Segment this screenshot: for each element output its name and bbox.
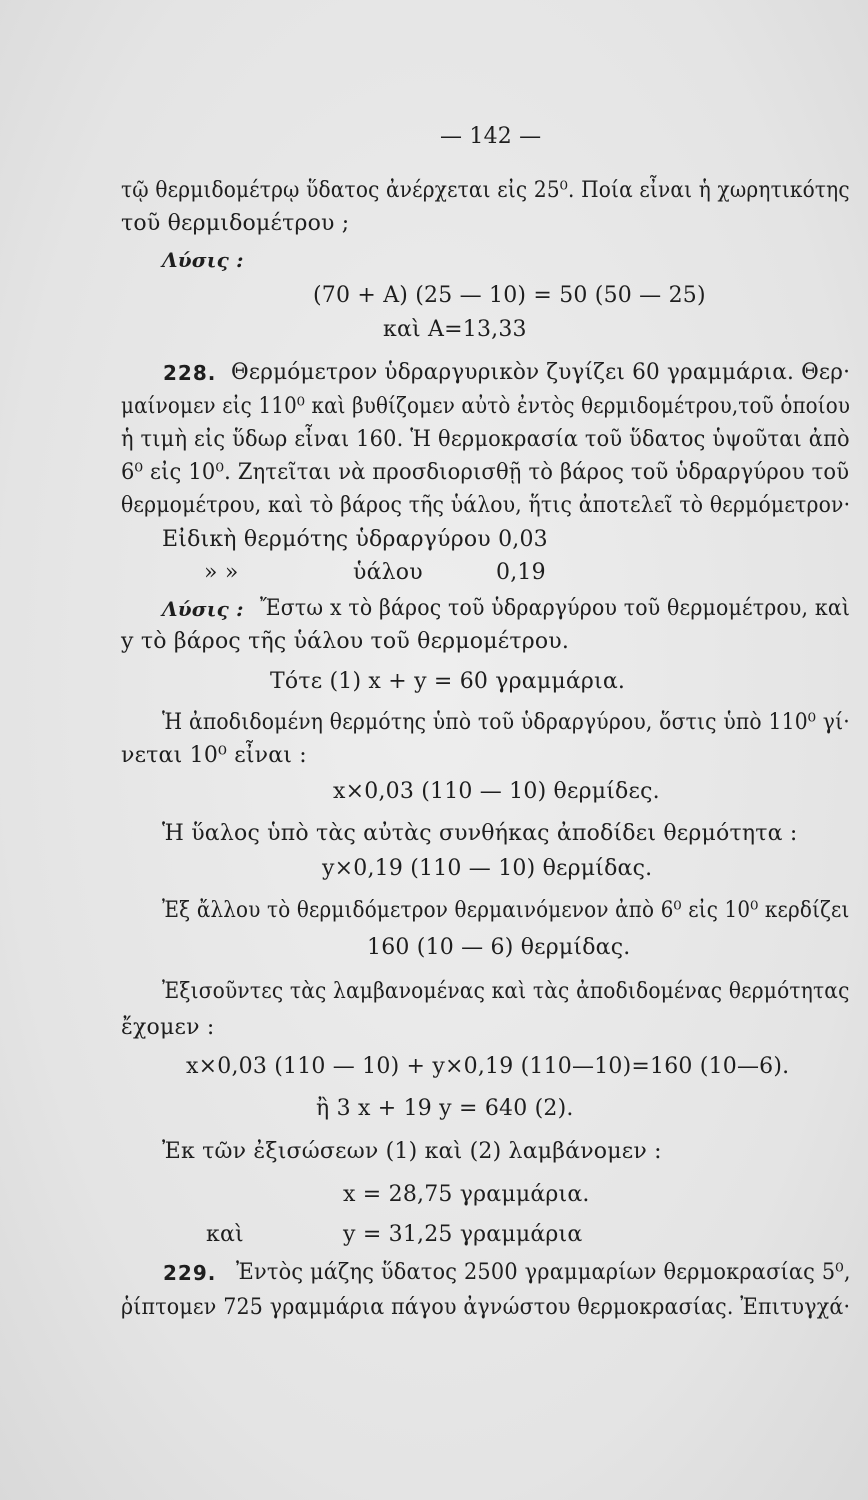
text-line: Θερμόμετρον ὑδραργυρικὸν ζυγίζει 60 γραμμάρια. Θερ· [231,360,851,385]
text-word: καὶ [206,1222,244,1247]
equation: καὶ Α=13,33 [383,317,527,342]
text-line: τοῦ θερμιδομέτρου ; [121,211,350,236]
problem-number: 229. [163,1261,217,1285]
text-line: Ἡ ὕαλος ὑπὸ τὰς αὐτὰς συνθήκας ἀποδίδει θερμότητα : [162,821,798,846]
text-word: ὑάλου [353,560,423,585]
equation: y×0,19 (110 — 10) θερμίδας. [322,856,653,881]
equation: ἢ 3 x + 19 y = 640 (2). [316,1096,574,1121]
problem-number: 228. [163,361,217,385]
equation: x×0,03 (110 — 10) + y×0,19 (110—10)=160 (10—6). [186,1054,790,1079]
solution-label: Λύσις : [162,248,244,272]
text-line: τῷ θερμιδομέτρῳ ὕδατος ἀνέρχεται εἰς 25⁰. Ποία εἶναι ἡ χωρητικότης [121,178,850,203]
text-line: y τὸ βάρος τῆς ὑάλου τοῦ θερμομέτρου. [121,629,570,654]
text-line: Ἐκ τῶν ἐξισώσεων (1) καὶ (2) λαμβάνομεν : [162,1139,662,1164]
solution-label: Λύσις : [162,597,244,621]
text-line: Εἰδικὴ θερμότης ὑδραργύρου 0,03 [162,527,548,552]
equation: 160 (10 — 6) θερμίδας. [367,935,631,960]
text-line: 6⁰ εἰς 10⁰. Ζητεῖται νὰ προσδιορισθῇ τὸ βάρος τοῦ ὑδραργύρου τοῦ [121,460,850,485]
equation: (70 + Α) (25 — 10) = 50 (50 — 25) [313,283,706,308]
text-line: Ἔστω x τὸ βάρος τοῦ ὑδραργύρου τοῦ θερμομέτρου, καὶ [260,596,851,621]
text-line: Ἐξισοῦντες τὰς λαμβανομένας καὶ τὰς ἀποδιδομένας θερμότητας [162,979,850,1004]
text-line: ἔχομεν : [121,1015,215,1040]
equation: Τότε (1) x + y = 60 γραμμάρια. [270,669,626,694]
text-line: Ἡ ἀποδιδομένη θερμότης ὑπὸ τοῦ ὑδραργύρου, ὅστις ὑπὸ 110⁰ γί· [162,710,850,735]
equation: x = 28,75 γραμμάρια. [343,1182,590,1207]
page-number: — 142 — [440,124,542,149]
equation: x×0,03 (110 — 10) θερμίδες. [333,779,660,804]
ditto-marks: » » [204,560,239,585]
equation: y = 31,25 γραμμάρια [343,1222,583,1247]
text-line: νεται 10⁰ εἶναι : [121,743,307,768]
text-value: 0,19 [496,560,546,585]
text-line: μαίνομεν εἰς 110⁰ καὶ βυθίζομεν αὐτὸ ἐντὸς θερμιδομέτρου,τοῦ ὁποίου [121,394,851,419]
text-line: ῥίπτομεν 725 γραμμάρια πάγου ἀγνώστου θερμοκρασίας. Ἐπιτυγχά· [121,1295,851,1320]
text-line: Ἐντὸς μάζης ὕδατος 2500 γραμμαρίων θερμοκρασίας 5⁰, [236,1260,851,1285]
text-line: θερμομέτρου, καὶ τὸ βάρος τῆς ὑάλου, ἥτις ἀποτελεῖ τὸ θερμόμετρον· [121,493,851,518]
text-line: ἡ τιμὴ εἰς ὕδωρ εἶναι 160. Ἡ θερμοκρασία τοῦ ὕδατος ὑψοῦται ἀπὸ [121,427,850,452]
text-line: Ἐξ ἄλλου τὸ θερμιδόμετρον θερμαινόμενον ἀπὸ 6⁰ εἰς 10⁰ κερδίζει [162,898,850,923]
